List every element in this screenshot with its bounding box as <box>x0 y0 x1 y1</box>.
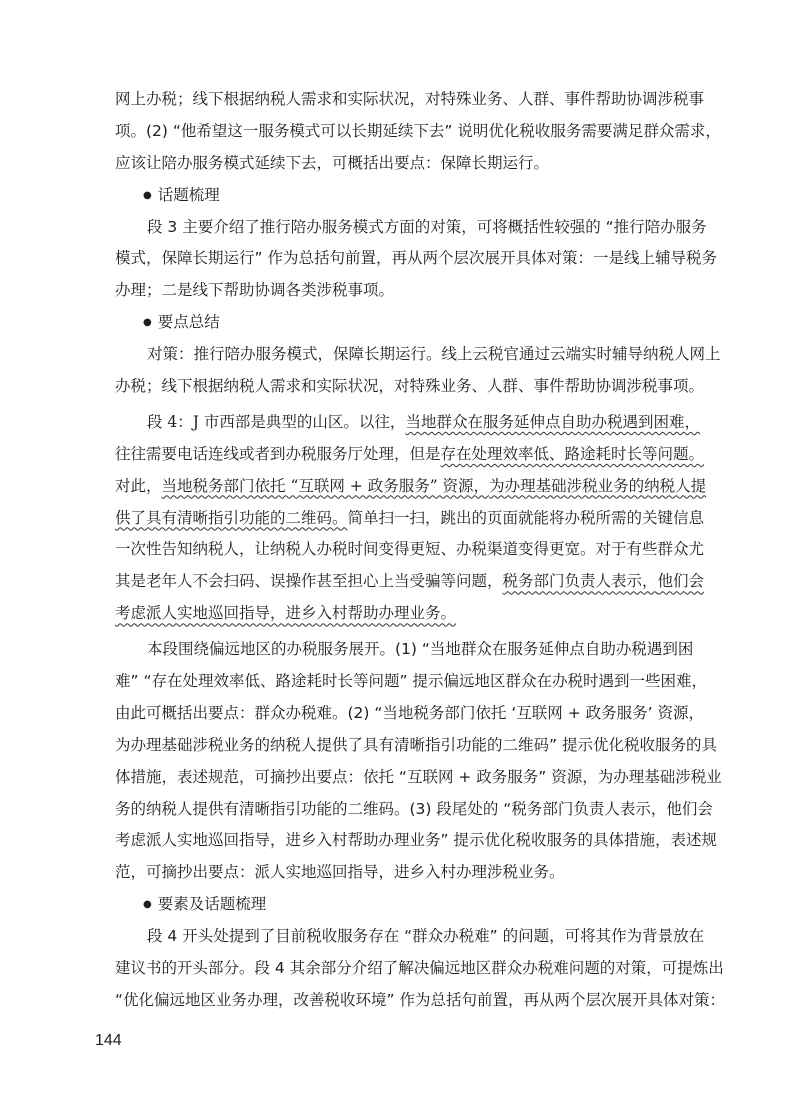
quote-text: 简单扫一扫，跳出的页面就能将办税所需的关键信息 <box>347 508 705 527</box>
text-line: 网上办税；线下根据纳税人需求和实际状况，对特殊业务、人群、事件帮助协调涉税事 <box>115 90 705 108</box>
quoted-paragraph-line: 一次性告知纳税人，让纳税人办税时间变得更短、办税渠道变得更宽。对于有些群众尤 <box>115 540 705 559</box>
page-number: 144 <box>95 1032 122 1049</box>
heading-text: 要点总结 <box>157 313 220 332</box>
text-line: 难” “存在处理效率低、路途耗时长等问题” 提示偏远地区群众在办税时遇到一些困难， <box>115 672 707 691</box>
quoted-paragraph-line <box>115 503 705 535</box>
text-line: 范，可摘抄出要点：派人实地巡回指导，进乡入村办理涉税业务。 <box>115 863 565 882</box>
text-line: 考虑派人实地巡回指导，进乡入村帮助办理业务” 提示优化税收服务的具体措施，表述规 <box>115 831 717 850</box>
quote-text: 往往需要电话连线或者到办税服务厅处理，但是 <box>115 444 441 463</box>
quote-text: 对此， <box>115 476 162 495</box>
wavy-underlined-text: 他们会 <box>657 572 705 591</box>
quoted-paragraph-line <box>115 566 705 598</box>
quoted-paragraph-line <box>115 407 700 439</box>
text-line: 对策：推行陪办服务模式，保障长期运行。线上云税官通过云端实时辅导纳税人网上 <box>147 345 721 364</box>
wavy-underlined-text: 供了具有清晰指引功能的二维码。 <box>115 508 348 527</box>
text-line: 模式，保障长期运行” 作为总括句前置，再从两个层次展开具体对策：一是线上辅导税务 <box>115 249 717 268</box>
quoted-paragraph-line <box>115 439 705 471</box>
text-line: 为办理基础涉税业务的纳税人提供了具有清晰指引功能的二维码” 提示优化税收服务的具 <box>115 735 717 754</box>
quoted-paragraph-line <box>115 598 695 630</box>
wavy-underlined-text: 税务部门负责人表示， <box>502 572 658 591</box>
text-line: 体措施，表述规范，可摘抄出要点：依托 “互联网 + 政务服务” 资源，为办理基础涉税业 <box>115 767 722 786</box>
text-line: 项。(2) “他希望这一服务模式可以长期延续下去” 说明优化税收服务需要满足群众需求， <box>115 121 721 140</box>
wavy-underlined-text: 当地群众在服务延伸点自助办税遇到困难， <box>405 412 700 431</box>
text-line: 段 3 主要介绍了推行陪办服务模式方面的对策，可将概括性较强的 “推行陪办服务 <box>147 217 707 236</box>
text-line: 由此可概括出要点：群众办税难。(2) “当地税务部门依托 ‘互联网 + 政务服务’ 资源， <box>115 703 704 722</box>
text-line: 建议书的开头部分。段 4 其余部分介绍了解决偏远地区群众办税难问题的对策，可提炼出 <box>115 959 724 978</box>
text-line: 段 4 开头处提到了目前税收服务存在 “群众办税难” 的问题，可将其作为背景放在 <box>147 927 705 946</box>
text-line: 应该让陪办服务模式延续下去，可概括出要点：保障长期运行。 <box>115 153 550 172</box>
wavy-underlined-text: 存在处理效率低、路途耗时长等问题。 <box>440 444 705 463</box>
wavy-underlined-text: 为办理基础涉税业务的纳税人提 <box>489 476 707 495</box>
text-line: 务的纳税人提供有清晰指引功能的二维码。(3) 段尾处的 “税务部门负责人表示，他们会 <box>115 799 713 818</box>
text-line: “优化偏远地区业务办理，改善税收环境” 作为总括句前置，再从两个层次展开具体对策： <box>115 990 725 1009</box>
text-line: 本段围绕偏远地区的办税服务展开。(1) “当地群众在服务延伸点自助办税遇到困 <box>147 640 694 659</box>
wavy-underlined-text: 考虑派人实地巡回指导，进乡入村帮助办理业务。 <box>115 604 457 623</box>
heading-text: 要素及话题梳理 <box>157 895 267 914</box>
bullet-heading-elements <box>115 889 695 921</box>
quote-text: 段 4：J 市西部是典型的山区。以往， <box>147 412 406 431</box>
bullet-heading-topic <box>115 180 695 212</box>
text-line: 办理；二是线下帮助协调各类涉税事项。 <box>115 281 395 300</box>
bullet-heading-summary <box>115 307 695 339</box>
text-line: 办税；线下根据纳税人需求和实际状况，对特殊业务、人群、事件帮助协调涉税事项。 <box>115 377 705 396</box>
page-body <box>115 84 725 1017</box>
wavy-underlined-text: 当地税务部门依托 “互联网 + 政务服务” 资源， <box>161 476 490 495</box>
quoted-paragraph-line <box>115 471 707 503</box>
quote-text: 其是老年人不会扫码、误操作甚至担心上当受骗等问题， <box>115 572 503 591</box>
heading-text: 话题梳理 <box>157 185 220 204</box>
